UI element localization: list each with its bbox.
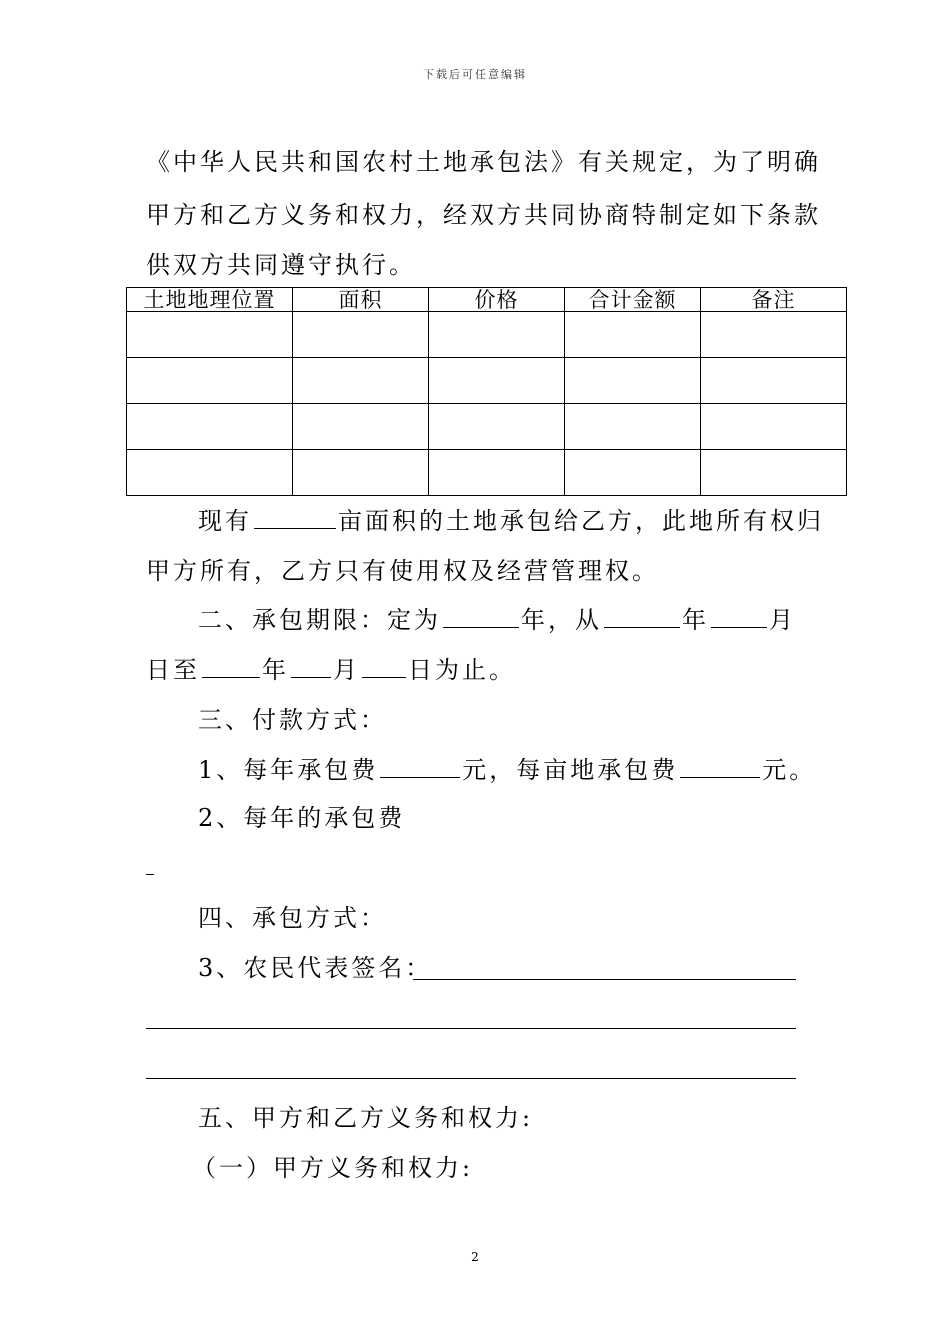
start-day-to: 日至 [146, 656, 200, 684]
end-day-word: 日为止。 [408, 656, 516, 684]
table-cell[interactable] [701, 404, 847, 450]
per-mu-fee-blank[interactable] [680, 755, 760, 778]
table-cell[interactable] [293, 450, 429, 496]
signature-label: 3、农民代表签名： [198, 954, 433, 982]
table-row [127, 358, 847, 404]
table-cell[interactable] [127, 358, 293, 404]
end-day-blank[interactable] [362, 655, 406, 678]
table-cell[interactable] [429, 312, 565, 358]
end-year-blank[interactable] [202, 655, 260, 678]
section2-line-1 [198, 605, 796, 635]
table-row [127, 404, 847, 450]
section1-line-2: 甲方所有，乙方只有使用权及经营管理权。 [146, 557, 659, 585]
intro-line-1: 《中华人民共和国农村土地承包法》有关规定，为了明确 [146, 148, 821, 176]
area-blank[interactable] [254, 506, 336, 529]
start-year-blank[interactable] [604, 605, 680, 628]
col-header-area: 面积 [293, 288, 429, 312]
table-row [127, 450, 847, 496]
section1-prefix: 现有 [198, 507, 252, 535]
table-cell[interactable] [565, 358, 701, 404]
table-cell[interactable] [429, 450, 565, 496]
yuan-end: 元。 [762, 756, 817, 784]
section5-title: 五、甲方和乙方义务和权力: [198, 1104, 534, 1132]
page-number: 2 [471, 1250, 479, 1264]
end-month-blank[interactable] [291, 655, 331, 678]
section2-line-2 [146, 655, 516, 685]
col-header-remark: 备注 [701, 288, 847, 312]
section3-item-1 [198, 755, 816, 785]
section3-item-2: 2、每年的承包费 [198, 804, 406, 832]
blank-line-1[interactable] [146, 1028, 796, 1029]
col-header-total: 合计金额 [565, 288, 701, 312]
section1-suffix: 亩面积的土地承包给乙方，此地所有权归 [338, 507, 824, 535]
table-cell[interactable] [429, 404, 565, 450]
land-table [126, 287, 847, 496]
table-cell[interactable] [293, 358, 429, 404]
section5-sub-1: （一）甲方义务和权力: [192, 1154, 474, 1182]
term-prefix: 二、承包期限：定为 [198, 606, 441, 634]
intro-line-2: 甲方和乙方义务和权力，经双方共同协商特制定如下条款 [146, 201, 821, 229]
annual-fee-label: 1、每年承包费 [198, 756, 379, 784]
stray-underline [146, 874, 154, 875]
table-cell[interactable] [565, 450, 701, 496]
signature-line[interactable] [413, 979, 796, 980]
start-month-word: 月 [769, 606, 796, 634]
page-header: 下载后可任意编辑 [423, 68, 527, 81]
start-year-word: 年 [682, 606, 709, 634]
start-month-blank[interactable] [711, 605, 767, 628]
table-cell[interactable] [565, 404, 701, 450]
term-years-blank[interactable] [443, 605, 519, 628]
col-header-price: 价格 [429, 288, 565, 312]
section1-line-1 [198, 506, 824, 536]
table-cell[interactable] [127, 404, 293, 450]
per-mu-fee-label: 元，每亩地承包费 [462, 756, 679, 784]
table-cell[interactable] [701, 312, 847, 358]
section4-item-3 [198, 953, 432, 983]
section3-title: 三、付款方式： [198, 706, 387, 734]
table-cell[interactable] [293, 404, 429, 450]
blank-line-2[interactable] [146, 1078, 796, 1079]
table-row [127, 312, 847, 358]
intro-line-3: 供双方共同遵守执行。 [146, 251, 416, 279]
table-cell[interactable] [127, 312, 293, 358]
annual-fee-blank[interactable] [380, 755, 460, 778]
section4-title: 四、承包方式： [198, 904, 387, 932]
table-header-row [127, 288, 847, 312]
table-cell[interactable] [701, 450, 847, 496]
end-month-word: 月 [333, 656, 360, 684]
table-cell[interactable] [127, 450, 293, 496]
table-cell[interactable] [701, 358, 847, 404]
table-cell[interactable] [293, 312, 429, 358]
col-header-location: 土地地理位置 [127, 288, 293, 312]
end-year-word: 年 [262, 656, 289, 684]
table-cell[interactable] [429, 358, 565, 404]
table-cell[interactable] [565, 312, 701, 358]
term-year-unit: 年，从 [521, 606, 602, 634]
